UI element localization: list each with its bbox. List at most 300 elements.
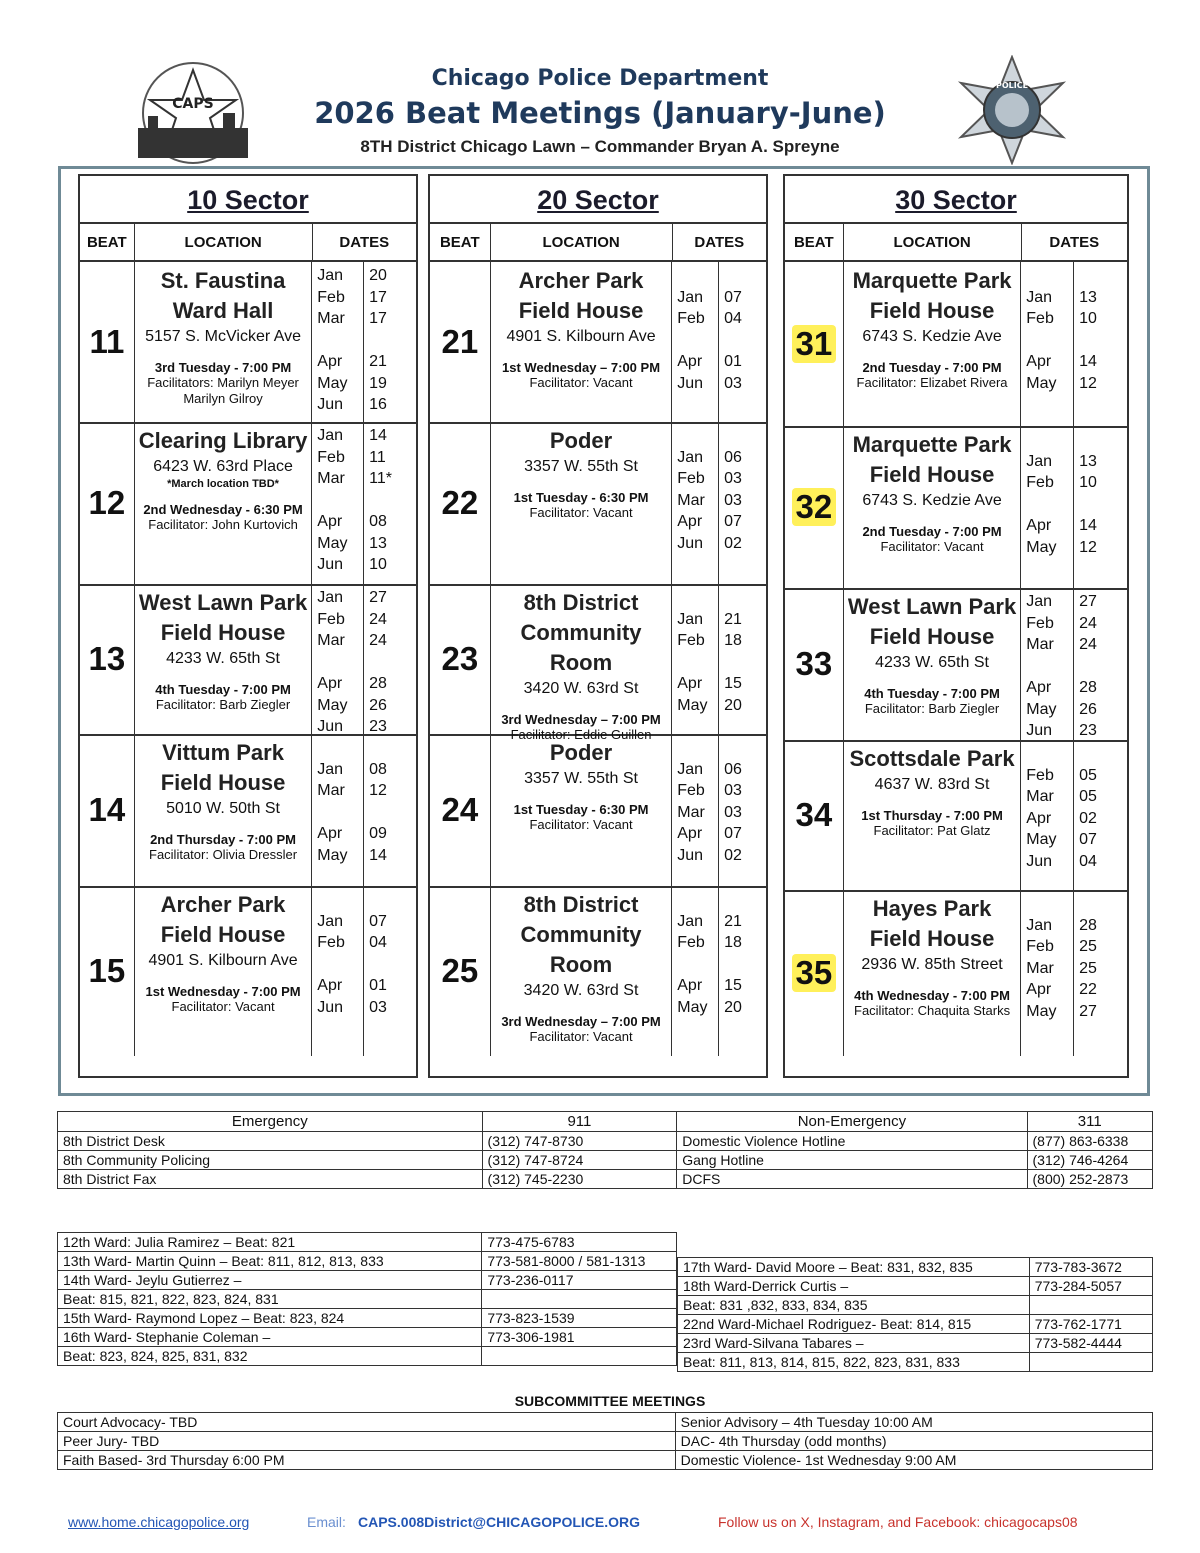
column-headers: [80, 224, 416, 262]
table-cell: 23rd Ward-Silvana Tabares –: [678, 1334, 1030, 1353]
beat-header: BEAT: [430, 224, 491, 260]
meeting-day: 03: [369, 998, 387, 1016]
location-address: 5010 W. 50th St: [166, 800, 280, 817]
meeting-day: 06: [724, 448, 742, 466]
table-cell: 18th Ward-Derrick Curtis –: [678, 1277, 1030, 1296]
meeting-month: May: [1026, 374, 1057, 392]
beat-number-text: 33: [795, 645, 833, 682]
meeting-day: 17: [369, 310, 387, 327]
meeting-month: [317, 737, 358, 759]
beat-row: [785, 740, 1127, 892]
meeting-day: 02: [724, 534, 742, 552]
meeting-day: 05: [1079, 766, 1097, 784]
facilitator: Facilitator: Pat Glatz: [873, 823, 991, 838]
meeting-day: [369, 889, 411, 911]
meeting-month: May: [317, 696, 348, 714]
meeting-time: 1st Tuesday - 6:30 PM: [513, 802, 649, 817]
location-cell: [135, 734, 312, 886]
meeting-day: 07: [724, 513, 742, 530]
beat-number: [430, 422, 491, 584]
table-cell: 773-582-4444: [1029, 1334, 1152, 1353]
location-name-line2: Field House: [869, 462, 995, 487]
facilitator: Facilitator: Vacant: [529, 375, 633, 390]
meeting-day: 28: [1079, 679, 1097, 696]
meeting-day: 06: [724, 760, 742, 778]
beat-row: [430, 262, 766, 424]
meeting-month: [677, 652, 713, 674]
meeting-month: [1026, 743, 1068, 765]
table-cell: (312) 747-8730: [482, 1132, 677, 1151]
table-row: [678, 1353, 1153, 1372]
beat-number: [80, 584, 135, 734]
meeting-month: Feb: [677, 934, 705, 951]
months-column: [312, 734, 364, 886]
location-name-line2: Community Room: [520, 620, 642, 675]
beat-number-text: 12: [88, 484, 126, 521]
meeting-month: Apr: [317, 977, 343, 994]
beat-row: [80, 262, 416, 424]
months-column: [312, 422, 364, 584]
days-column: [1074, 740, 1127, 890]
meeting-day: 03: [724, 803, 742, 821]
meeting-month: Jan: [677, 288, 704, 306]
table-cell: 8th Community Policing: [58, 1151, 483, 1170]
meeting-month: Mar: [317, 310, 345, 327]
meeting-time: 1st Thursday - 7:00 PM: [861, 808, 1003, 823]
meeting-month: May: [1026, 1002, 1057, 1020]
social-text: Follow us on X, Instagram, and Facebook: chicagocaps08: [718, 1514, 1078, 1530]
days-column: [1074, 890, 1127, 1056]
meeting-month: Apr: [677, 513, 703, 530]
meeting-time: 3rd Wednesday – 7:00 PM: [501, 712, 661, 727]
table-row: [58, 1132, 1153, 1151]
beat-row: [80, 584, 416, 736]
table-row: [58, 1432, 1153, 1451]
meeting-time: 1st Wednesday – 7:00 PM: [502, 360, 661, 375]
meeting-month: Jan: [677, 760, 704, 778]
meeting-month: Feb: [317, 448, 345, 466]
beat-number: [430, 584, 491, 734]
caps-logo: [118, 58, 268, 168]
beat-number-text: 15: [88, 952, 126, 989]
meeting-month: Feb: [1026, 766, 1054, 784]
meeting-time: 4th Tuesday - 7:00 PM: [155, 682, 291, 697]
location-cell: [135, 422, 312, 584]
meeting-day: 15: [724, 977, 742, 994]
location-address: 2936 W. 85th Street: [861, 956, 1003, 973]
beat-row: [430, 422, 766, 586]
meeting-month: Feb: [1026, 614, 1054, 632]
meeting-day: 15: [724, 675, 742, 692]
location-name: Scottsdale Park: [849, 746, 1015, 771]
meeting-month: Feb: [1026, 310, 1054, 327]
meeting-month: Apr: [677, 675, 703, 692]
location-header: LOCATION: [135, 224, 313, 260]
meeting-month: [1026, 494, 1068, 516]
meeting-month: Jan: [1026, 452, 1053, 470]
beat-number: [80, 886, 135, 1056]
location-cell: [844, 588, 1021, 740]
location-address: 3357 W. 55th St: [524, 458, 638, 475]
meeting-day: 26: [1079, 700, 1097, 718]
meeting-month: Mar: [317, 632, 345, 649]
meeting-month: [317, 490, 358, 512]
meeting-month: Jan: [317, 912, 344, 930]
meeting-month: Apr: [1026, 981, 1052, 998]
meeting-day: [724, 889, 761, 911]
facilitator: Facilitator: Eddie Guillen: [510, 727, 652, 742]
table-cell: [482, 1290, 677, 1309]
meeting-time: 2nd Thursday - 7:00 PM: [150, 832, 296, 847]
location-address: 5157 S. McVicker Ave: [145, 328, 302, 345]
meeting-day: 21: [724, 610, 742, 628]
days-column: [364, 262, 416, 422]
meeting-month: Feb: [677, 782, 705, 799]
meeting-month: May: [317, 846, 348, 864]
meeting-day: 17: [369, 288, 387, 306]
table-cell: [1029, 1296, 1152, 1315]
meeting-day: 14: [369, 846, 387, 864]
meeting-month: [1026, 893, 1068, 915]
beat-number-text: 13: [88, 640, 126, 677]
meeting-month: Feb: [1026, 474, 1054, 491]
meeting-day: [724, 330, 761, 352]
days-column: [364, 422, 416, 584]
location-name: St. Faustina: [160, 268, 286, 293]
meeting-time: 3rd Wednesday – 7:00 PM: [501, 1014, 661, 1029]
meeting-month: Apr: [317, 825, 343, 842]
location-name: Vittum Park: [162, 740, 284, 765]
beat-row: [80, 886, 416, 1056]
meeting-day: 13: [369, 534, 387, 552]
meeting-day: 28: [1079, 916, 1097, 934]
location-name-line2: Field House: [869, 624, 995, 649]
meeting-day: [369, 954, 411, 976]
beat-number-text: 32: [792, 488, 837, 526]
months-column: [672, 734, 719, 886]
months-column: [312, 886, 364, 1056]
location-name-line2: Field House: [160, 922, 286, 947]
meeting-day: [1079, 494, 1122, 516]
meeting-day: 13: [1079, 452, 1097, 470]
location-name: West Lawn Park: [138, 590, 308, 615]
meeting-day: [369, 802, 411, 824]
meeting-day: 27: [1079, 593, 1097, 610]
meeting-month: [677, 265, 713, 287]
table-cell: 773-306-1981: [482, 1328, 677, 1347]
meeting-day: 09: [369, 825, 387, 842]
meeting-day: 08: [369, 760, 387, 778]
facilitator: Facilitator: Elizabet Rivera: [856, 375, 1008, 390]
meeting-day: 04: [369, 934, 387, 951]
meeting-month: [677, 737, 713, 759]
beat-header: BEAT: [80, 224, 135, 260]
meeting-day: 19: [369, 374, 387, 392]
meeting-day: 02: [724, 846, 742, 864]
location-name-line2: Field House: [869, 298, 995, 323]
table-cell: 773-762-1771: [1029, 1315, 1152, 1334]
meeting-day: [1079, 265, 1122, 287]
beat-row: [785, 588, 1127, 742]
table-cell: 8th District Fax: [58, 1170, 483, 1189]
dates-header: DATES: [339, 233, 390, 251]
meeting-month: Mar: [677, 803, 705, 821]
meeting-day: 27: [1079, 1002, 1097, 1020]
dates-header: DATES: [1049, 233, 1100, 251]
meeting-day: [724, 737, 761, 759]
location-cell: [135, 886, 312, 1056]
location-name: Archer Park: [518, 268, 644, 293]
location-cell: [491, 734, 672, 886]
meeting-month: Feb: [317, 288, 345, 306]
beat-number-text: 21: [441, 323, 479, 360]
subcommittee-table: [57, 1412, 1153, 1470]
location-name: West Lawn Park: [847, 594, 1017, 619]
meeting-day: 12: [1079, 538, 1097, 556]
table-cell: 13th Ward- Martin Quinn – Beat: 811, 812, 813, 833: [58, 1252, 482, 1271]
meeting-time: 4th Tuesday - 7:00 PM: [864, 686, 1000, 701]
beat-row: [785, 426, 1127, 590]
meeting-day: 16: [369, 396, 387, 413]
meeting-month: May: [1026, 700, 1057, 718]
table-cell: 22nd Ward-Michael Rodriguez- Beat: 814, 815: [678, 1315, 1030, 1334]
meeting-day: 13: [1079, 288, 1097, 306]
meeting-month: Jun: [317, 396, 344, 413]
days-column: [719, 886, 766, 1056]
beat-number: [430, 734, 491, 886]
location-note: *March location TBD*: [167, 478, 279, 490]
table-cell: 773-783-3672: [1029, 1258, 1152, 1277]
meeting-day: 18: [724, 934, 742, 951]
meeting-day: 10: [1079, 474, 1097, 491]
facilitator: Facilitator: Olivia Dressler: [149, 847, 298, 862]
months-column: [1021, 262, 1074, 426]
meeting-month: Jan: [677, 610, 704, 628]
meeting-day: 10: [369, 556, 387, 573]
meeting-month: Feb: [677, 310, 705, 327]
meeting-day: [724, 652, 761, 674]
location-name: Clearing Library: [138, 428, 308, 453]
beat-row: [430, 886, 766, 1056]
months-column: [312, 584, 364, 734]
meeting-day: 14: [1079, 353, 1097, 370]
meeting-time: 2nd Wednesday - 6:30 PM: [143, 502, 303, 517]
meeting-day: 22: [1079, 981, 1097, 998]
table-cell: Court Advocacy- TBD: [58, 1413, 676, 1432]
meeting-month: [677, 587, 713, 609]
meeting-day: [369, 490, 411, 512]
meeting-month: Feb: [1026, 938, 1054, 955]
meeting-day: 20: [724, 998, 742, 1016]
beat-number: [785, 740, 844, 890]
meeting-day: 26: [369, 696, 387, 714]
meeting-month: Apr: [677, 353, 703, 370]
column-headers: [430, 224, 766, 262]
meeting-day: 18: [724, 632, 742, 649]
contacts-table: [57, 1111, 1153, 1189]
table-cell: (312) 745-2230: [482, 1170, 677, 1189]
table-cell: 773-823-1539: [482, 1309, 677, 1328]
meeting-month: Mar: [317, 782, 345, 799]
meeting-month: Jun: [1026, 722, 1053, 739]
meeting-day: 11: [369, 448, 386, 466]
beat-row: [785, 262, 1127, 428]
meeting-day: 25: [1079, 959, 1097, 977]
table-cell: [482, 1347, 677, 1366]
dates-header: DATES: [694, 233, 745, 251]
meeting-month: May: [1026, 831, 1057, 848]
meeting-month: Apr: [677, 977, 703, 994]
location-cell: [491, 422, 672, 584]
meeting-month: Apr: [1026, 679, 1052, 696]
beat-number: [80, 422, 135, 584]
beat-number: [80, 734, 135, 886]
meeting-month: Jun: [1026, 852, 1053, 870]
table-row: [58, 1151, 1153, 1170]
table-cell: [1029, 1353, 1152, 1372]
table-cell: 17th Ward- David Moore – Beat: 831, 832, 835: [678, 1258, 1030, 1277]
meeting-month: Apr: [317, 513, 343, 530]
meeting-month: Mar: [1026, 788, 1054, 805]
email-link[interactable]: CAPS.008District@CHICAGOPOLICE.ORG: [358, 1514, 641, 1530]
days-column: [1074, 588, 1127, 740]
meeting-day: [369, 330, 411, 352]
meeting-month: Jan: [317, 760, 344, 778]
days-column: [364, 886, 416, 1056]
sector-title: 20 Sector: [430, 176, 766, 224]
beat-number: [785, 262, 844, 426]
meeting-day: 24: [1079, 614, 1097, 632]
meeting-time: 1st Tuesday - 6:30 PM: [513, 490, 649, 505]
beat-number: [430, 262, 491, 422]
days-column: [364, 734, 416, 886]
months-column: [1021, 890, 1074, 1056]
beat-number: [80, 262, 135, 422]
meeting-month: [677, 954, 713, 976]
beat-number-text: 14: [88, 791, 126, 828]
days-column: [719, 422, 766, 584]
column-headers: [785, 224, 1127, 262]
table-cell: Faith Based- 3rd Thursday 6:00 PM: [58, 1451, 676, 1470]
table-cell: Beat: 815, 821, 822, 823, 824, 831: [58, 1290, 482, 1309]
table-row: [58, 1170, 1153, 1189]
location-name: 8th District: [523, 590, 639, 615]
meeting-month: [317, 889, 358, 911]
meeting-month: May: [677, 998, 708, 1016]
location-address: 3420 W. 63rd St: [523, 680, 639, 697]
table-row: [58, 1112, 1153, 1132]
meeting-month: Feb: [317, 934, 345, 951]
table-cell: Beat: 823, 824, 825, 831, 832: [58, 1347, 482, 1366]
table-row: [678, 1258, 1153, 1277]
svg-text:CAPS: CAPS: [172, 96, 214, 112]
meeting-day: [1079, 330, 1122, 352]
meeting-month: May: [1026, 538, 1057, 556]
facilitator: Facilitator: John Kurtovich: [148, 517, 298, 532]
location-name: Hayes Park: [872, 896, 992, 921]
facilitator: Facilitator: Chaquita Starks: [854, 1003, 1011, 1018]
location-name-line2: Field House: [869, 926, 995, 951]
days-column: [1074, 262, 1127, 426]
meeting-month: Jan: [1026, 916, 1053, 934]
table-cell: Emergency: [58, 1112, 483, 1132]
meeting-time: 3rd Tuesday - 7:00 PM: [154, 360, 292, 375]
beat-header: BEAT: [785, 224, 844, 260]
months-column: [1021, 426, 1074, 588]
svg-text:POLICE: POLICE: [995, 81, 1029, 90]
website-link[interactable]: www.home.chicagopolice.org: [68, 1514, 250, 1530]
meeting-day: 03: [724, 782, 742, 799]
location-address: 6423 W. 63rd Place: [153, 458, 293, 475]
table-row: [58, 1328, 677, 1347]
beat-number-text: 25: [441, 952, 479, 989]
facilitator: Facilitator: Vacant: [171, 999, 275, 1014]
beat-number-text: 11: [89, 323, 125, 360]
location-address: 6743 S. Kedzie Ave: [862, 492, 1002, 509]
location-address: 6743 S. Kedzie Ave: [862, 328, 1002, 345]
table-row: [678, 1296, 1153, 1315]
meeting-month: [1026, 656, 1068, 678]
location-name-line2: Ward Hall: [172, 298, 274, 323]
facilitator-2: Marilyn Gilroy: [183, 391, 263, 406]
meeting-month: Jun: [677, 374, 704, 392]
meeting-day: 20: [369, 267, 387, 284]
meeting-month: May: [677, 696, 708, 714]
beat-number: [785, 426, 844, 588]
location-cell: [491, 262, 672, 422]
meeting-day: 07: [724, 288, 742, 306]
email-label: Email:: [307, 1514, 346, 1530]
meeting-month: [317, 954, 358, 976]
meeting-month: Apr: [317, 675, 343, 692]
months-column: [312, 262, 364, 422]
table-row: [678, 1277, 1153, 1296]
months-column: [672, 262, 719, 422]
location-cell: [491, 886, 672, 1056]
meeting-day: 10: [1079, 310, 1097, 327]
meeting-day: 27: [369, 589, 387, 606]
meeting-day: 01: [724, 353, 742, 370]
meeting-month: Mar: [317, 470, 345, 487]
meeting-month: Feb: [677, 470, 705, 487]
months-column: [1021, 740, 1074, 890]
wards-left-table: [57, 1232, 677, 1366]
meeting-month: May: [317, 534, 348, 552]
meeting-month: [1026, 265, 1068, 287]
table-row: [58, 1309, 677, 1328]
table-row: [678, 1315, 1153, 1334]
meeting-month: Feb: [677, 632, 705, 649]
table-cell: 773-475-6783: [482, 1233, 677, 1252]
meeting-month: Mar: [1026, 959, 1054, 977]
location-name: Archer Park: [160, 892, 286, 917]
meeting-day: 28: [369, 675, 387, 692]
sector-10: [78, 174, 418, 1078]
meeting-day: [724, 265, 761, 287]
meeting-day: 05: [1079, 788, 1097, 805]
table-row: [58, 1290, 677, 1309]
table-cell: 911: [482, 1112, 677, 1132]
days-column: [1074, 426, 1127, 588]
table-cell: 15th Ward- Raymond Lopez – Beat: 823, 824: [58, 1309, 482, 1328]
table-row: [678, 1334, 1153, 1353]
meeting-day: [1079, 429, 1122, 451]
sector-20: [428, 174, 768, 1078]
meeting-day: [724, 954, 761, 976]
meeting-day: 23: [1079, 722, 1097, 739]
location-address: 4233 W. 65th St: [166, 650, 280, 667]
months-column: [672, 886, 719, 1056]
